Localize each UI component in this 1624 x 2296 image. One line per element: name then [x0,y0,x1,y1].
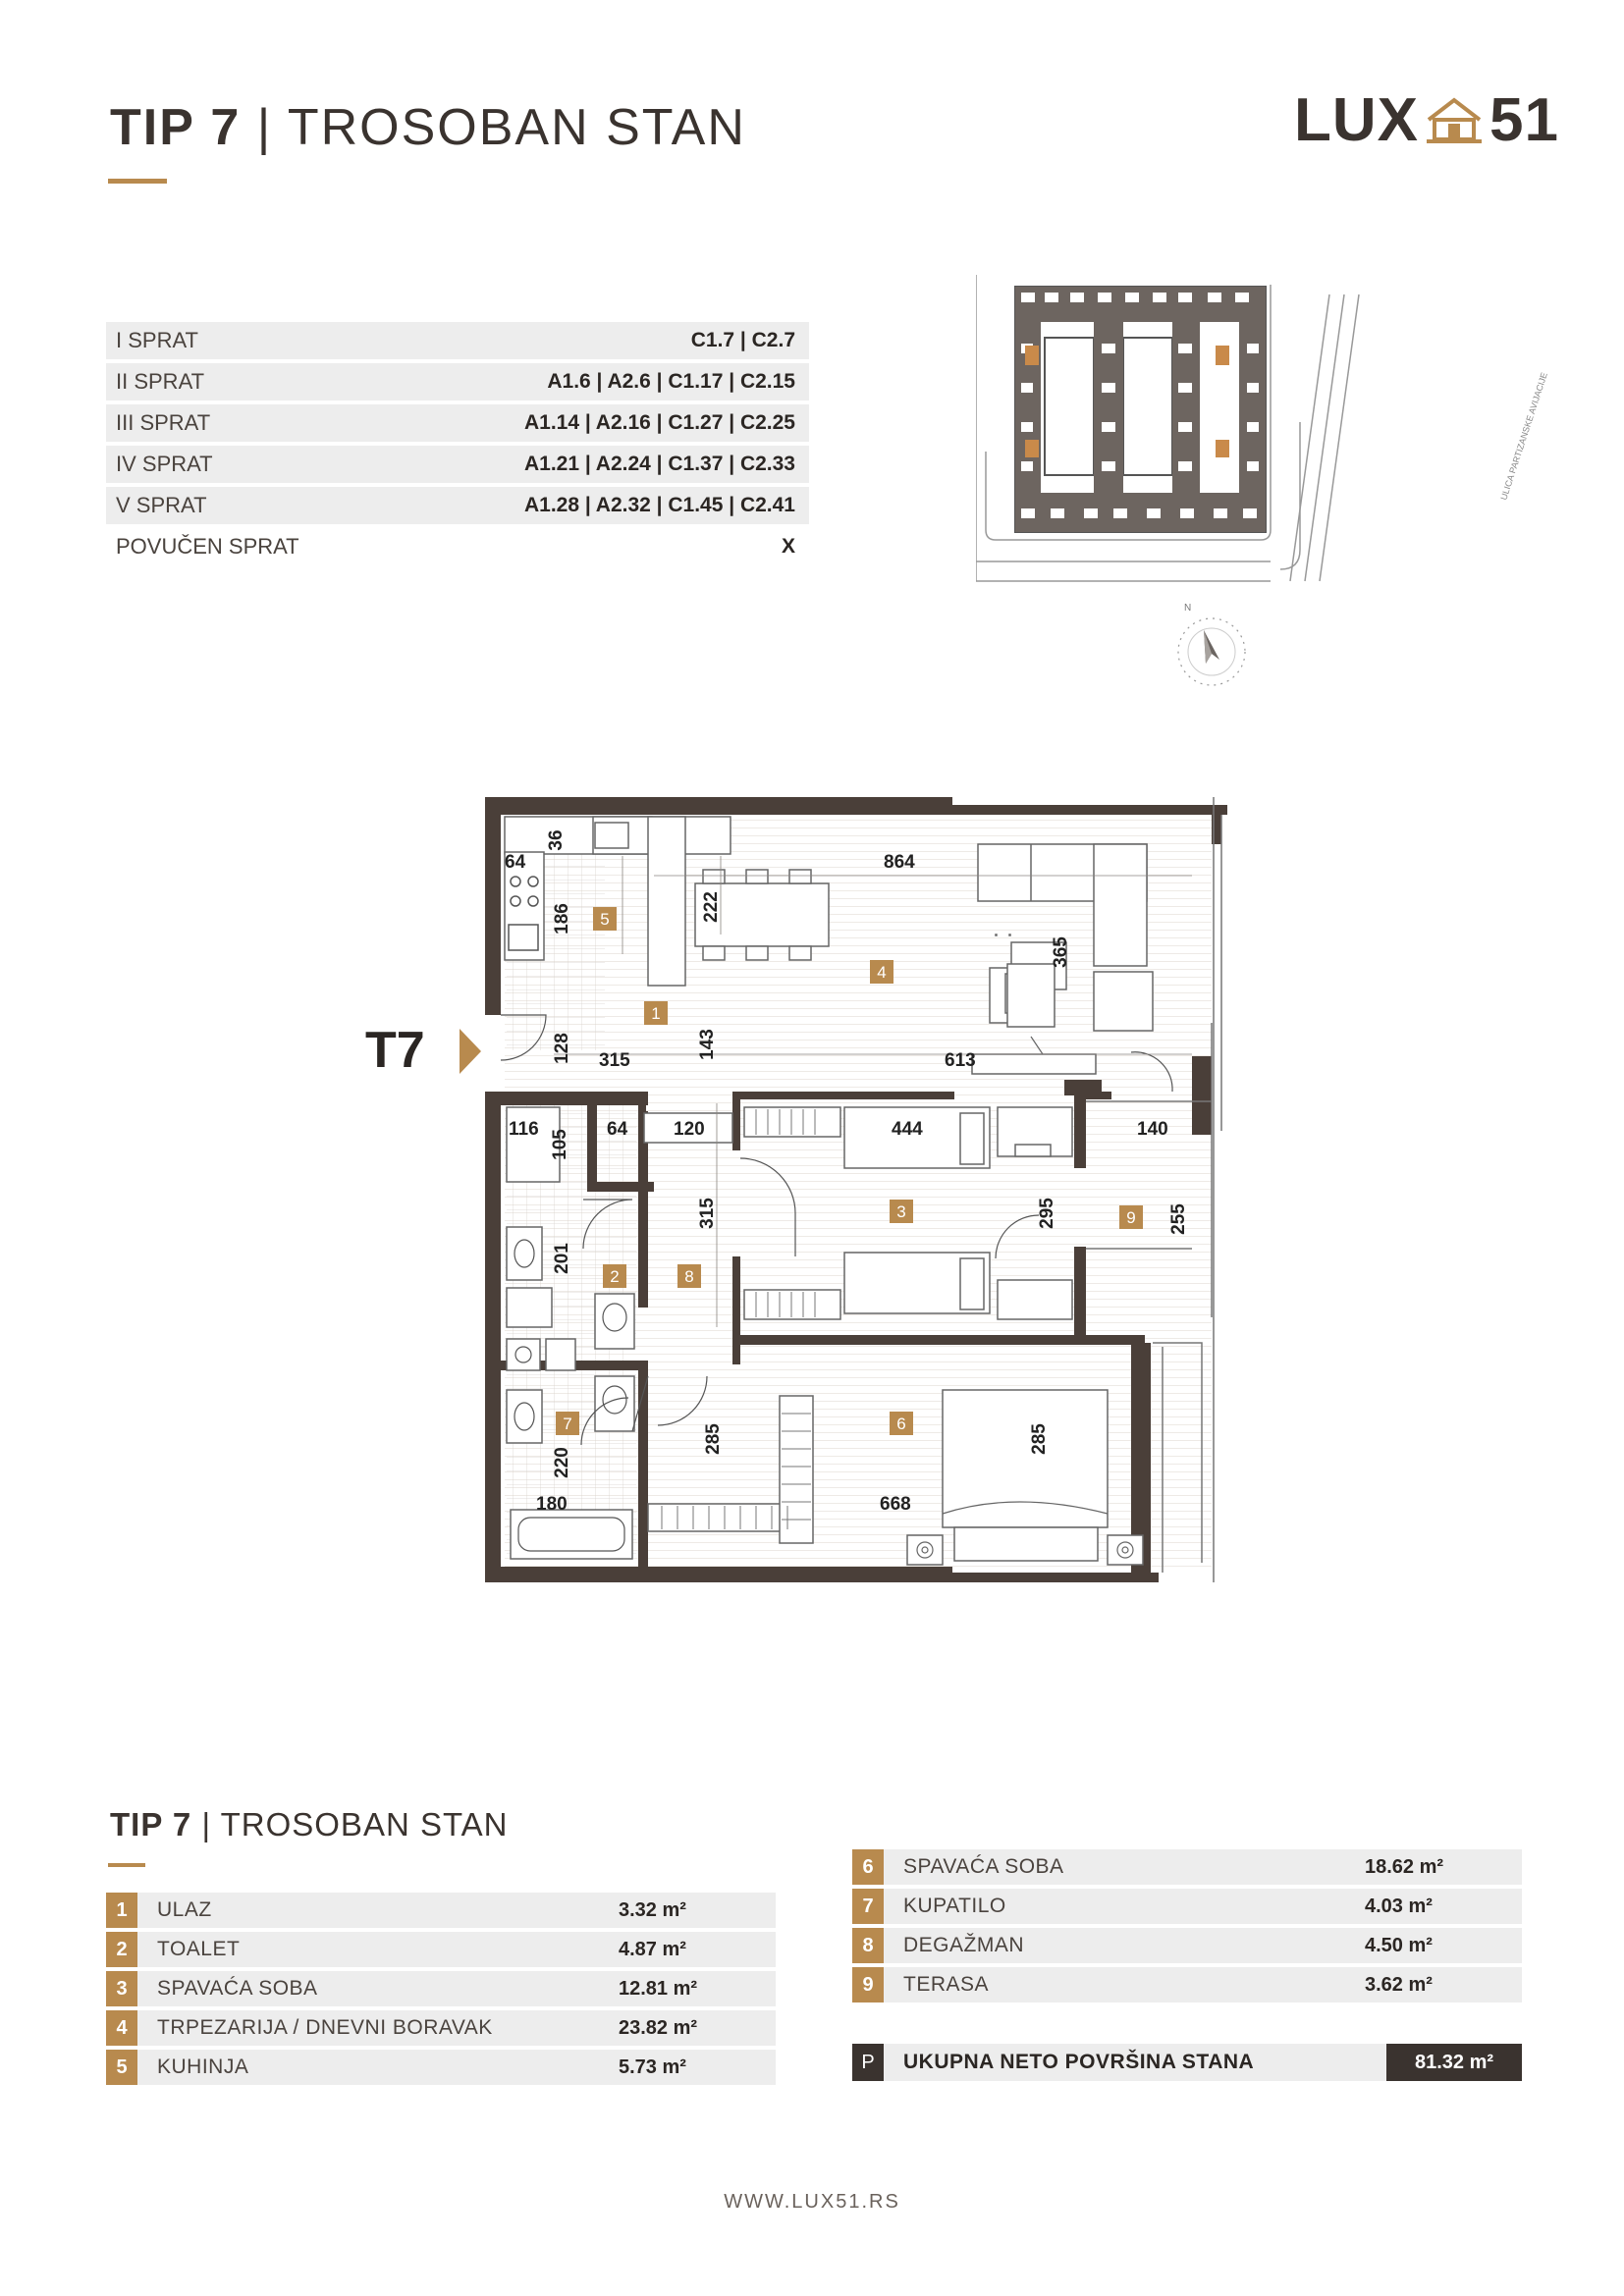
floor-row [106,363,809,400]
room-row [852,1967,1522,2002]
room-number: 6 [852,1849,884,1885]
floor-label: III SPRAT [116,410,211,435]
room-row [106,1971,776,2006]
room-area: 3.32 m² [619,1898,686,1921]
floor-label: II SPRAT [116,369,205,394]
room-area: 4.03 m² [1365,1895,1433,1917]
room-badge: 8 [684,1267,694,1286]
room-number: 7 [852,1889,884,1924]
dim-label: 295 [1037,1198,1057,1229]
floor-units: X [781,535,795,558]
room-row [106,1893,776,1928]
entrance-arrow-icon [458,1027,483,1076]
floor-row [106,528,809,565]
room-badge: 4 [877,963,887,982]
floor-units: A1.6 | A2.6 | C1.17 | C2.15 [547,370,795,393]
rooms-list-right [852,1849,1522,2006]
dim-label: 285 [703,1423,724,1455]
room-name: ULAZ [157,1898,212,1921]
room-name: TERASA [903,1973,990,1996]
floor-units: A1.21 | A2.24 | C1.37 | C2.33 [523,453,795,475]
footer-url[interactable]: WWW.LUX51.RS [724,2191,900,2213]
room-number: 9 [852,1967,884,2002]
site-plan [976,275,1555,589]
rooms-title-underline [108,1863,145,1867]
floor-row [106,404,809,442]
room-row [106,2010,776,2046]
dim-label: 180 [536,1494,568,1515]
rooms-title-name: TROSOBAN STAN [220,1806,509,1842]
room-name: KUHINJA [157,2056,249,2078]
total-marker: P [852,2044,884,2081]
room-name: SPAVAĆA SOBA [157,1977,318,2000]
room-number: 5 [106,2050,137,2085]
room-name: TRPEZARIJA / DNEVNI BORAVAK [157,2016,493,2039]
dim-label: 120 [674,1119,705,1140]
dim-label: 36 [546,829,567,851]
room-area: 23.82 m² [619,2016,698,2039]
dim-label: 128 [552,1033,572,1064]
dim-label: 285 [1029,1423,1050,1455]
north-label: N [1184,603,1192,614]
dim-label: 255 [1168,1203,1189,1235]
room-number: 8 [852,1928,884,1963]
rooms-title-tip: TIP 7 [110,1806,192,1842]
room-area: 4.50 m² [1365,1934,1433,1956]
room-name: TOALET [157,1938,241,1960]
total-area: 81.32 m² [1386,2044,1522,2081]
dim-label: 186 [552,903,572,934]
total-area-row [852,2044,1522,2081]
dim-label: 668 [880,1494,911,1515]
room-row [852,1849,1522,1885]
dim-label: 315 [599,1050,630,1071]
room-area: 4.87 m² [619,1938,686,1960]
compass-icon [1168,601,1255,695]
room-area: 5.73 m² [619,2056,686,2078]
room-name: KUPATILO [903,1895,1006,1917]
logo-text-left: LUX [1294,85,1419,154]
floor-units: A1.14 | A2.16 | C1.27 | C2.25 [523,411,795,434]
room-area: 3.62 m² [1365,1973,1433,1996]
room-area: 18.62 m² [1365,1855,1444,1878]
street-label: ULICA PARTIZANSKE AVIJACIJE [1498,371,1549,502]
room-row [852,1889,1522,1924]
room-badge: 7 [563,1415,572,1433]
room-row [106,2050,776,2085]
dim-label: 220 [552,1447,572,1478]
dim-label: 201 [552,1243,572,1274]
floor-label: IV SPRAT [116,452,213,476]
floor-label: POVUČEN SPRAT [116,534,299,559]
room-badge: 9 [1126,1208,1136,1227]
room-badge: 5 [600,910,610,929]
room-number: 2 [106,1932,137,1967]
floor-label: I SPRAT [116,328,198,352]
dim-label: 64 [505,852,526,873]
floor-row [106,322,809,359]
total-label: UKUPNA NETO POVRŠINA STANA [903,2051,1255,2073]
dim-label: 864 [884,852,915,873]
title-underline [108,179,167,184]
page-title [110,98,746,157]
room-area: 12.81 m² [619,1977,698,2000]
room-number: 4 [106,2010,137,2046]
room-badge: 3 [896,1202,906,1221]
floor-label: V SPRAT [116,493,207,517]
room-number: 3 [106,1971,137,2006]
title-separator: | [256,99,273,156]
floor-units: A1.28 | A2.32 | C1.45 | C2.41 [523,494,795,516]
room-badge: 6 [896,1415,906,1433]
house-icon [1425,94,1484,145]
room-number: 1 [106,1893,137,1928]
unit-label: T7 [365,1022,425,1079]
room-badge: 2 [610,1267,620,1286]
rooms-title-separator: | [201,1806,212,1842]
dim-label: 105 [550,1129,570,1160]
dim-label: 143 [697,1029,718,1060]
dim-label: 613 [945,1050,976,1071]
logo-text-right: 51 [1489,85,1559,154]
dim-label: 116 [509,1119,539,1140]
room-row [852,1928,1522,1963]
dim-label: 64 [607,1119,628,1140]
dim-label: 315 [697,1198,718,1229]
dim-label: 140 [1137,1119,1168,1140]
title-name: TROSOBAN STAN [287,99,746,156]
room-badge: 1 [651,1004,661,1023]
rooms-list-left [106,1893,776,2089]
room-name: DEGAŽMAN [903,1934,1025,1956]
room-name: SPAVAĆA SOBA [903,1855,1064,1878]
title-tip: TIP 7 [110,99,242,156]
floor-row [106,487,809,524]
dim-label: 222 [701,891,722,923]
floor-row [106,446,809,483]
floor-units-table [106,322,809,569]
floor-units: C1.7 | C2.7 [690,329,795,351]
rooms-section-title [110,1806,509,1843]
dim-label: 444 [892,1119,923,1140]
dim-label: 365 [1051,936,1071,968]
logo [1294,85,1559,154]
floor-plan [485,797,1227,1582]
room-row [106,1932,776,1967]
